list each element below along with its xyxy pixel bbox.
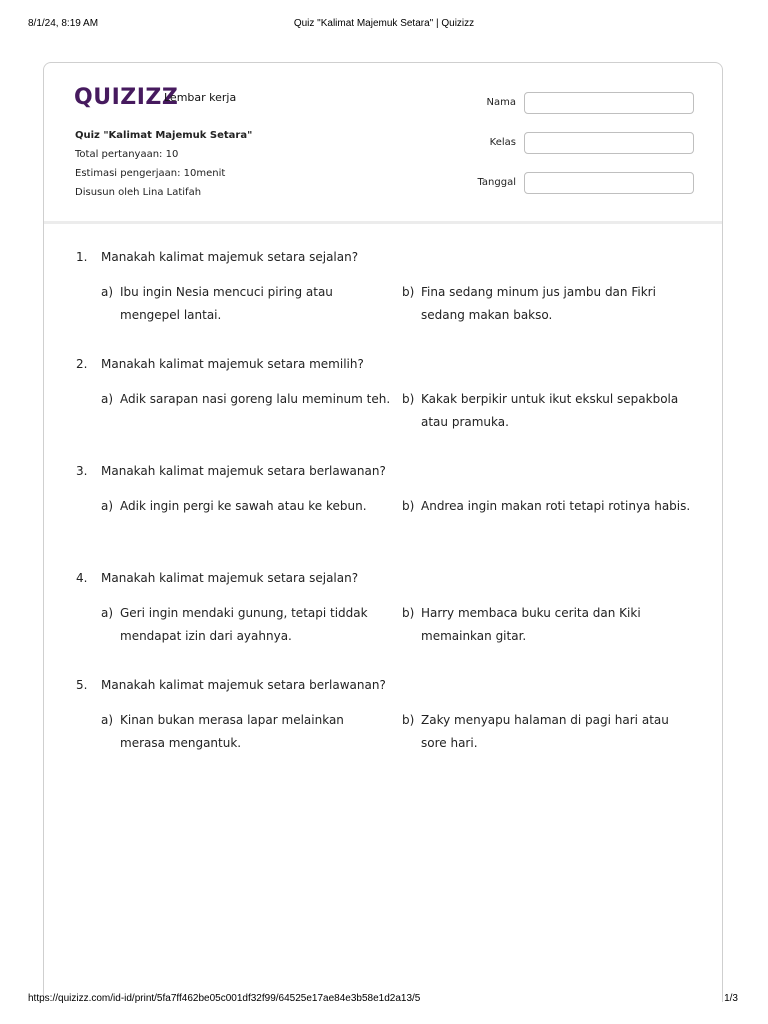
option-text: Ibu ingin Nesia mencuci piring atau mengepel lantai.	[120, 285, 333, 322]
option-text: Harry membaca buku cerita dan Kiki memainkan gitar.	[421, 606, 641, 643]
question-list	[76, 245, 706, 780]
question-number: 1.	[76, 250, 88, 264]
print-page-title: Quiz "Kalimat Majemuk Setara" | Quizizz	[293, 18, 475, 29]
name-field-row	[444, 92, 704, 116]
question-item	[76, 459, 706, 541]
quiz-meta	[75, 126, 252, 202]
option-letter: a)	[101, 499, 114, 513]
option-a[interactable]	[101, 709, 391, 755]
option-b[interactable]	[402, 281, 692, 327]
worksheet-card	[43, 62, 723, 1002]
option-text: Fina sedang minum jus jambu dan Fikri sedang makan bakso.	[421, 285, 656, 322]
print-footer	[0, 993, 768, 1009]
date-field-row	[444, 172, 704, 196]
option-letter: b)	[402, 606, 415, 620]
option-text: Andrea ingin makan roti tetapi rotinya habis.	[421, 499, 691, 513]
worksheet-header	[44, 63, 722, 224]
option-a[interactable]	[101, 388, 391, 411]
option-text: Kinan bukan merasa lapar melainkan merasa mengantuk.	[120, 713, 344, 750]
class-input[interactable]	[524, 132, 694, 154]
date-label: Tanggal	[477, 177, 516, 188]
print-page-number: 1/3	[724, 993, 738, 1004]
class-label: Kelas	[489, 137, 516, 148]
question-number: 3.	[76, 464, 88, 478]
author: Disusun oleh Lina Latifah	[75, 187, 202, 198]
question-item	[76, 566, 706, 648]
class-field-row	[444, 132, 704, 156]
print-datetime: 8/1/24, 8:19 AM	[28, 18, 99, 29]
option-letter: a)	[101, 713, 114, 727]
estimated-time: Estimasi pengerjaan: 10menit	[75, 168, 226, 179]
question-item	[76, 245, 706, 327]
option-letter: a)	[101, 285, 114, 299]
question-item	[76, 352, 706, 434]
quiz-title: Quiz "Kalimat Majemuk Setara"	[75, 130, 253, 141]
name-input[interactable]	[524, 92, 694, 114]
option-letter: a)	[101, 606, 114, 620]
date-input[interactable]	[524, 172, 694, 194]
question-number: 4.	[76, 571, 88, 585]
print-header	[0, 18, 768, 34]
question-text: Manakah kalimat majemuk setara memilih?	[101, 357, 364, 371]
option-text: Adik sarapan nasi goreng lalu meminum teh.	[120, 392, 391, 406]
question-text: Manakah kalimat majemuk setara sejalan?	[101, 250, 359, 264]
name-label: Nama	[486, 97, 516, 108]
question-number: 5.	[76, 678, 88, 692]
print-url: https://quizizz.com/id-id/print/5fa7ff462be05c001df32f99/64525e17ae84e3b58e1d2a13/5	[28, 993, 421, 1004]
option-b[interactable]	[402, 709, 692, 755]
option-letter: b)	[402, 713, 415, 727]
option-text: Kakak berpikir untuk ikut ekskul sepakbola atau pramuka.	[421, 392, 679, 429]
option-letter: a)	[101, 392, 114, 406]
option-letter: b)	[402, 285, 415, 299]
option-text: Zaky menyapu halaman di pagi hari atau sore hari.	[421, 713, 669, 750]
total-questions: Total pertanyaan: 10	[75, 149, 179, 160]
option-b[interactable]	[402, 495, 692, 518]
option-letter: b)	[402, 499, 415, 513]
question-number: 2.	[76, 357, 88, 371]
quizizz-logo: QUIZIZZ	[74, 85, 179, 110]
option-b[interactable]	[402, 602, 692, 648]
question-text: Manakah kalimat majemuk setara sejalan?	[101, 571, 359, 585]
option-a[interactable]	[101, 281, 391, 327]
option-b[interactable]	[402, 388, 692, 434]
option-text: Adik ingin pergi ke sawah atau ke kebun.	[120, 499, 367, 513]
worksheet-label: Lembar kerja	[164, 91, 237, 104]
question-text: Manakah kalimat majemuk setara berlawanan?	[101, 678, 386, 692]
option-a[interactable]	[101, 602, 391, 648]
question-text: Manakah kalimat majemuk setara berlawanan?	[101, 464, 386, 478]
option-a[interactable]	[101, 495, 391, 518]
option-letter: b)	[402, 392, 415, 406]
question-item	[76, 673, 706, 755]
option-text: Geri ingin mendaki gunung, tetapi tiddak mendapat izin dari ayahnya.	[120, 606, 368, 643]
